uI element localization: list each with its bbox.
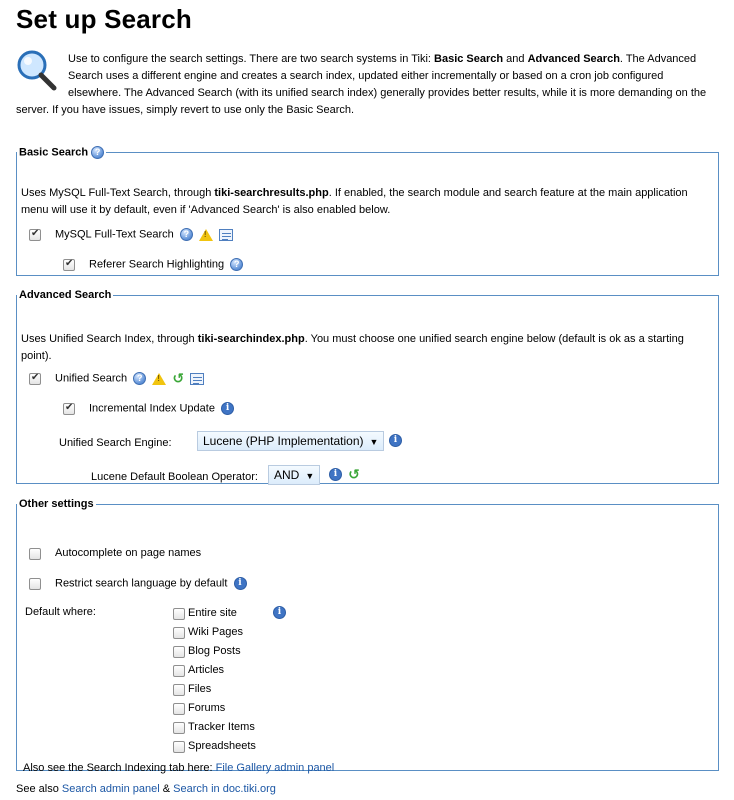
incremental-index-row [89, 402, 234, 415]
search-engine-select[interactable]: Lucene (PHP Implementation) ▼ [197, 431, 384, 451]
info-icon[interactable]: i [273, 606, 286, 619]
search-engine-label: Unified Search Engine: [59, 437, 172, 449]
where-option-checkbox[interactable] [173, 665, 185, 677]
info-icon[interactable]: i [329, 468, 342, 481]
basic-search-description: Uses MySQL Full-Text Search, through tiki-searchresults.php. If enabled, the search module and search feature at the main application menu will use it by default, even if 'Advanced Search' is also enabled below. [21, 187, 688, 216]
warning-icon [152, 373, 166, 385]
advanced-search-legend: Advanced Search [19, 289, 112, 301]
help-icon[interactable]: ? [230, 258, 243, 271]
help-icon[interactable]: ? [180, 228, 193, 241]
restrict-language-checkbox[interactable] [29, 578, 41, 590]
file-gallery-admin-link[interactable]: File Gallery admin panel [215, 762, 335, 774]
boolean-operator-label: Lucene Default Boolean Operator: [91, 471, 258, 483]
advanced-search-fieldset [16, 289, 719, 484]
intro-text: Use to configure the search settings. There are two search systems in Tiki: Basic Search and Advanced Search. The Advanced Search uses a different engine and creates a search index, updated either incrementally or based on a cron job configured elsewhere. The Advanced Search (with its unified search index) generally provides better results, while it is more demanding on the server. If you have issues, simply revert to use only the Basic Search. [16, 53, 707, 116]
search-admin-panel-link[interactable]: Search admin panel [61, 783, 160, 795]
other-settings-fieldset [16, 498, 719, 774]
where-option-label: Forums [188, 702, 226, 714]
search-doc-link[interactable]: Search in doc.tiki.org [173, 783, 276, 795]
restrict-language-row [55, 577, 247, 590]
autocomplete-label: Autocomplete on page names [55, 547, 202, 559]
info-icon[interactable]: i [389, 434, 402, 447]
autocomplete-checkbox[interactable] [29, 548, 41, 560]
page-title: Set up Search [16, 4, 192, 34]
referer-highlighting-checkbox[interactable] [63, 259, 75, 271]
where-option-checkbox[interactable] [173, 722, 185, 734]
mysql-fulltext-row [55, 228, 233, 241]
advanced-search-description: Uses Unified Search Index, through tiki-searchindex.php. You must choose one unified search engine below (default is ok as a starting point). [21, 333, 684, 362]
referer-highlighting-label: Referer Search Highlighting [89, 258, 225, 271]
list-icon[interactable] [219, 229, 233, 241]
list-icon[interactable] [190, 373, 204, 385]
unified-search-row [55, 372, 204, 385]
where-option-label: Entire site [188, 607, 237, 619]
unified-search-label: Unified Search [55, 372, 128, 385]
reset-icon[interactable]: ↺ [348, 466, 360, 483]
info-icon[interactable]: i [221, 402, 234, 415]
warning-icon [199, 229, 213, 241]
info-icon[interactable]: i [234, 577, 247, 590]
incremental-index-label: Incremental Index Update [89, 402, 215, 415]
where-option-label: Blog Posts [188, 645, 241, 657]
help-icon[interactable]: ? [133, 372, 146, 385]
where-option-label: Files [188, 683, 212, 695]
where-option-checkbox[interactable] [173, 627, 185, 639]
where-option-label: Spreadsheets [188, 740, 256, 752]
where-option-checkbox[interactable] [173, 646, 185, 658]
dropdown-arrow-icon: ▼ [305, 471, 315, 481]
mysql-fulltext-checkbox[interactable] [29, 229, 41, 241]
also-see-note: Also see the Search Indexing tab here: File Gallery admin panel [23, 762, 335, 774]
default-where-label: Default where: [25, 606, 96, 618]
footer-see-also: See also Search admin panel & Search in doc.tiki.org [16, 783, 276, 795]
where-option-checkbox[interactable] [173, 741, 185, 753]
basic-search-fieldset [16, 146, 719, 276]
help-icon[interactable]: ? [91, 146, 104, 159]
reset-icon[interactable]: ↺ [172, 370, 185, 387]
where-option-checkbox[interactable] [173, 684, 185, 696]
where-option-label: Tracker Items [188, 721, 255, 733]
restrict-language-label: Restrict search language by default [55, 577, 228, 590]
where-option-label: Articles [188, 664, 225, 676]
unified-search-checkbox[interactable] [29, 373, 41, 385]
other-settings-legend: Other settings [19, 498, 94, 510]
where-option-checkbox[interactable] [173, 703, 185, 715]
mysql-fulltext-label: MySQL Full-Text Search [55, 228, 174, 241]
referer-highlighting-row [89, 258, 243, 271]
dropdown-arrow-icon: ▼ [369, 437, 379, 447]
basic-search-legend: Basic Search ? [17, 146, 106, 159]
boolean-operator-select[interactable]: AND ▼ [268, 465, 320, 485]
where-option-label: Wiki Pages [188, 626, 244, 638]
where-option-checkbox[interactable] [173, 608, 185, 620]
incremental-index-checkbox[interactable] [63, 403, 75, 415]
